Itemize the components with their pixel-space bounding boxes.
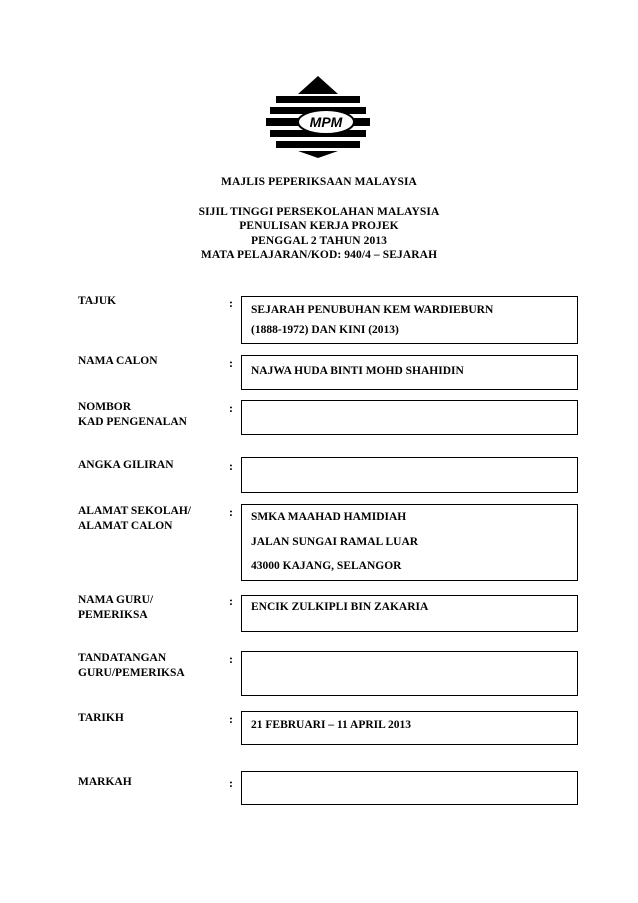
council-title: MAJLIS PEPERIKSAAN MALAYSIA: [221, 176, 417, 188]
guru-value: ENCIK ZULKIPLI BIN ZAKARIA: [251, 601, 429, 613]
nombor-kp-label-line1: NOMBOR: [78, 401, 132, 413]
alamat-colon: :: [229, 505, 233, 519]
task-title: PENULISAN KERJA PROJEK: [239, 220, 399, 232]
alamat-value-line1: SMKA MAAHAD HAMIDIAH: [251, 511, 407, 523]
nombor-kp-colon: :: [229, 401, 233, 415]
nombor-kp-box[interactable]: [241, 400, 578, 435]
tarikh-label: TARIKH: [78, 712, 124, 724]
guru-colon: :: [229, 594, 233, 608]
tajuk-value-line2: (1888-1972) DAN KINI (2013): [251, 324, 399, 336]
tandatangan-label-line1: TANDATANGAN: [78, 652, 167, 664]
tajuk-label: TAJUK: [78, 295, 117, 307]
tajuk-value-line1: SEJARAH PENUBUHAN KEM WARDIEBURN: [251, 304, 494, 316]
guru-label-line1: NAMA GURU/: [78, 594, 154, 606]
alamat-label-line2: ALAMAT CALON: [78, 520, 173, 532]
guru-label-line2: PEMERIKSA: [78, 609, 148, 621]
alamat-value-line2: JALAN SUNGAI RAMAL LUAR: [251, 536, 419, 548]
subject-title: MATA PELAJARAN/KOD: 940/4 – SEJARAH: [200, 249, 438, 261]
markah-box[interactable]: [241, 771, 578, 805]
tandatangan-label-line2: GURU/PEMERIKSA: [78, 667, 185, 679]
term-title: PENGGAL 2 TAHUN 2013: [250, 235, 388, 247]
nombor-kp-label-line2: KAD PENGENALAN: [78, 416, 187, 428]
markah-colon: :: [229, 776, 233, 790]
alamat-label-line1: ALAMAT SEKOLAH/: [78, 505, 191, 517]
alamat-value-line3: 43000 KAJANG, SELANGOR: [251, 560, 402, 572]
angka-giliran-box[interactable]: [241, 457, 578, 493]
nama-calon-colon: :: [229, 356, 233, 370]
markah-label: MARKAH: [78, 776, 132, 788]
exam-title: SIJIL TINGGI PERSEKOLAHAN MALAYSIA: [198, 206, 440, 218]
angka-giliran-colon: :: [229, 459, 233, 473]
angka-giliran-label: ANGKA GILIRAN: [78, 459, 174, 471]
tandatangan-colon: :: [229, 652, 233, 666]
tandatangan-box[interactable]: [241, 651, 578, 696]
tarikh-colon: :: [229, 712, 233, 726]
tarikh-value: 21 FEBRUARI – 11 APRIL 2013: [251, 719, 412, 731]
mpm-logo-text: MPM: [309, 114, 343, 130]
nama-calon-value: NAJWA HUDA BINTI MOHD SHAHIDIN: [251, 365, 464, 377]
tajuk-colon: :: [229, 296, 233, 310]
mpm-logo: [262, 74, 374, 158]
nama-calon-label: NAMA CALON: [78, 355, 158, 367]
